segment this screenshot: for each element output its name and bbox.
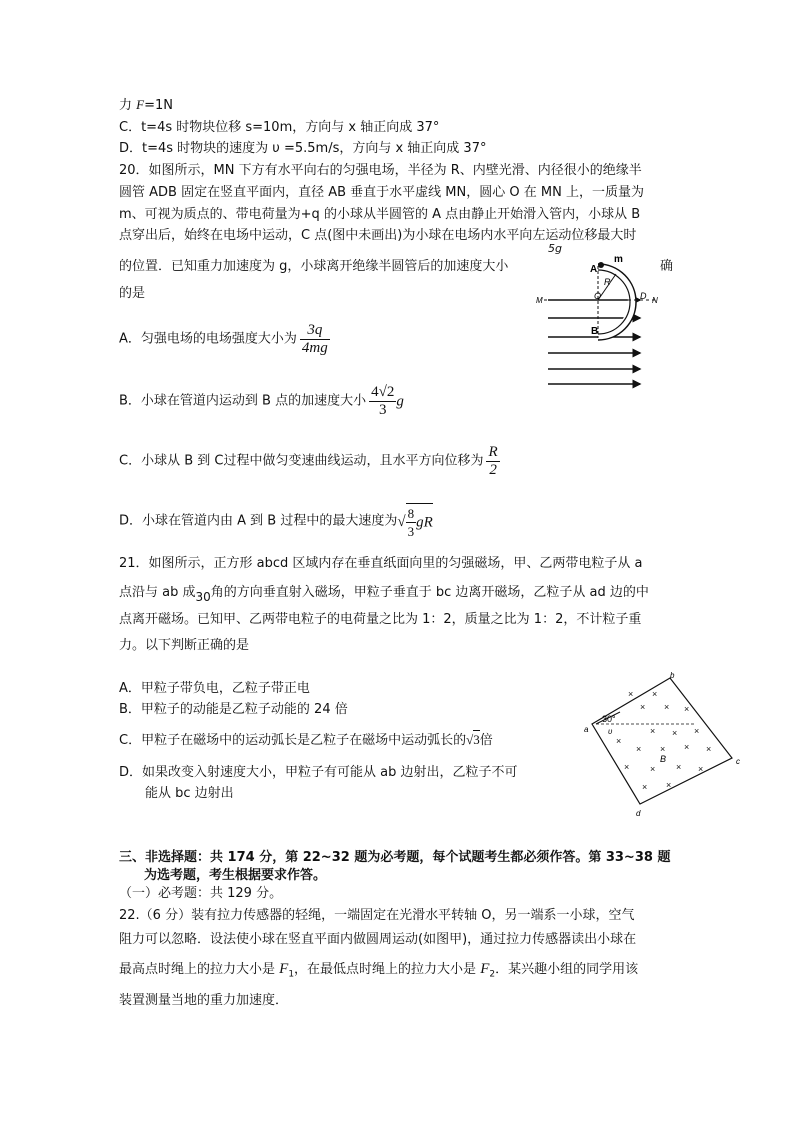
q21-field-marks xyxy=(616,689,711,792)
q20-option-d: D．小球在管道内由 A 到 B 过程中的最大速度为√ $\frac{8}{3}$ gR xyxy=(119,503,433,540)
q21-line-1: 21．如图所示，正方形 abcd 区域内存在垂直纸面向里的匀强磁场，甲、乙两带电粒子从 a xyxy=(119,556,643,571)
q21-option-c: C．甲粒子在磁场中的运动弧长是乙粒子在磁场中运动弧长的√3倍 xyxy=(119,732,493,748)
svg-text:×: × xyxy=(684,742,690,752)
q20-option-b: B．小球在管道内运动到 B 点的加速度大小 $\frac{4√2}{3}$ g xyxy=(119,384,404,418)
svg-text:×: × xyxy=(652,689,658,699)
svg-text:×: × xyxy=(676,762,682,772)
q22-line-2: 阻力可以忽略．设法使小球在竖直平面内做圆周运动(如图甲)，通过拉力传感器读出小球在 xyxy=(119,932,637,947)
q20-line-1: 20．如图所示，MN 下方有水平向右的匀强电场，半径为 R、内壁光滑、内径很小的绝缘半 xyxy=(119,163,642,178)
q20-line-5: 的位置．已知重力加速度为 g，小球离开绝缘半圆管后的加速度大小 xyxy=(119,259,509,274)
svg-text:×: × xyxy=(694,726,700,736)
svg-text:×: × xyxy=(672,728,678,738)
q20-label-M: M xyxy=(536,296,543,305)
svg-text:×: × xyxy=(706,744,712,754)
svg-text:×: × xyxy=(650,726,656,736)
q21-line-3: 点离开磁场。已知甲、乙两带电粒子的电荷量之比为 1：2，质量之比为 1：2，不计粒子重 xyxy=(119,612,642,627)
q22-line-1: 22.（6 分）装有拉力传感器的轻绳，一端固定在光滑水平转轴 O，另一端系一小球，空气 xyxy=(119,908,635,923)
q20-option-d-sqrt: √ $\frac{8}{3}$ gR xyxy=(397,514,432,530)
q20-figure xyxy=(530,252,660,392)
q20-label-N: N xyxy=(652,296,658,305)
q21-option-b: B．甲粒子的动能是乙粒子动能的 24 倍 xyxy=(119,702,348,717)
svg-text:×: × xyxy=(666,780,672,790)
q20-line-2: 圆管 ADB 固定在竖直平面内，直径 AB 垂直于水平虚线 MN，圆心 O 在 MN 上，一质量为 xyxy=(119,185,644,200)
section3-line-2: 为选考题，考生根据要求作答。 xyxy=(144,868,327,883)
q20-option-a: A．匀强电场的电场强度大小为 $\frac{3q}{4mg}$ xyxy=(119,322,328,356)
q21-label-c: c xyxy=(736,757,740,766)
q20-line-6: 的是 xyxy=(119,286,146,301)
q22-line-3: 最高点时绳上的拉力大小是 $F_1$，在最低点时绳上的拉力大小是 $F_2$．某兴趣小组的同学用该 xyxy=(119,961,639,980)
q21-line-4: 力。以下判断正确的是 xyxy=(119,638,250,653)
svg-text:×: × xyxy=(698,764,704,774)
svg-text:×: × xyxy=(664,702,670,712)
q20-label-R: R xyxy=(604,277,611,287)
q21-option-a: A．甲粒子带负电，乙粒子带正电 xyxy=(119,681,310,696)
q22-line-4: 装置测量当地的重力加速度． xyxy=(119,993,289,1008)
svg-text:×: × xyxy=(640,702,646,712)
svg-text:×: × xyxy=(684,704,690,714)
q20-label-A: A xyxy=(590,264,598,275)
q20-line-5-end: 确 xyxy=(660,259,674,274)
svg-text:×: × xyxy=(636,744,642,754)
q20-option-a-fraction: $\frac{3q}{4mg}$ xyxy=(301,322,328,356)
q20-line-3: m、可视为质点的、带电荷量为+q 的小球从半圆管的 A 点由静止开始滑入管内，小球从 B xyxy=(119,207,641,222)
q20-option-c: C．小球从 B 到 C过程中做匀变速曲线运动，且水平方向位移为 $\frac{R}{2}$ xyxy=(119,444,498,478)
q21-option-d-line-2: 能从 bc 边射出 xyxy=(145,786,234,801)
force-line: 力 F=1N xyxy=(119,97,173,113)
q20-label-O: O xyxy=(594,291,602,301)
q21-label-v: υ xyxy=(608,727,613,736)
q20-label-D: D xyxy=(640,291,647,301)
section3-line-1: 三、非选择题：共 174 分，第 22~32 题为必考题，每个试题考生都必须作答。第 33~38 题 xyxy=(119,850,671,865)
svg-text:×: × xyxy=(624,762,630,772)
section3-subheading: （一）必考题：共 129 分。 xyxy=(119,886,283,901)
top-option-d: D．t=4s 时物块的速度为 υ =5.5m/s，方向与 x 轴正向成 37° xyxy=(119,141,487,156)
q20-option-b-fraction: $\frac{4√2}{3}$ xyxy=(371,384,395,418)
q20-line-4: 点穿出后，始终在电场中运动，C 点(图中未画出)为小球在电场内水平向左运动位移最大时 xyxy=(119,228,637,243)
q20-option-c-fraction: $\frac{R}{2}$ xyxy=(488,444,498,478)
q21-label-b: b xyxy=(670,672,675,680)
q21-figure xyxy=(580,672,750,822)
q21-label-a: a xyxy=(584,725,589,734)
q20-label-B: B xyxy=(591,326,599,337)
top-option-c: C．t=4s 时物块位移 s=10m，方向与 x 轴正向成 37° xyxy=(119,120,440,135)
q20-label-m: m xyxy=(614,254,623,265)
q21-label-angle: 30° xyxy=(602,714,616,724)
q21-label-d: d xyxy=(636,809,641,818)
svg-text:×: × xyxy=(616,736,622,746)
q20-top-fragment: 5g xyxy=(548,242,562,255)
svg-text:×: × xyxy=(628,689,634,699)
svg-text:×: × xyxy=(660,744,666,754)
svg-text:×: × xyxy=(642,782,648,792)
q21-option-d-line-1: D．如果改变入射速度大小，甲粒子有可能从 ab 边射出，乙粒子不可 xyxy=(119,765,518,780)
q21-line-2: 点沿与 ab 成30角的方向垂直射入磁场，甲粒子垂直于 bc 边离开磁场，乙粒子从 ad 边的中 xyxy=(119,585,649,604)
q21-label-B: B xyxy=(660,754,667,764)
svg-text:×: × xyxy=(650,764,656,774)
q20-ball xyxy=(598,262,604,268)
